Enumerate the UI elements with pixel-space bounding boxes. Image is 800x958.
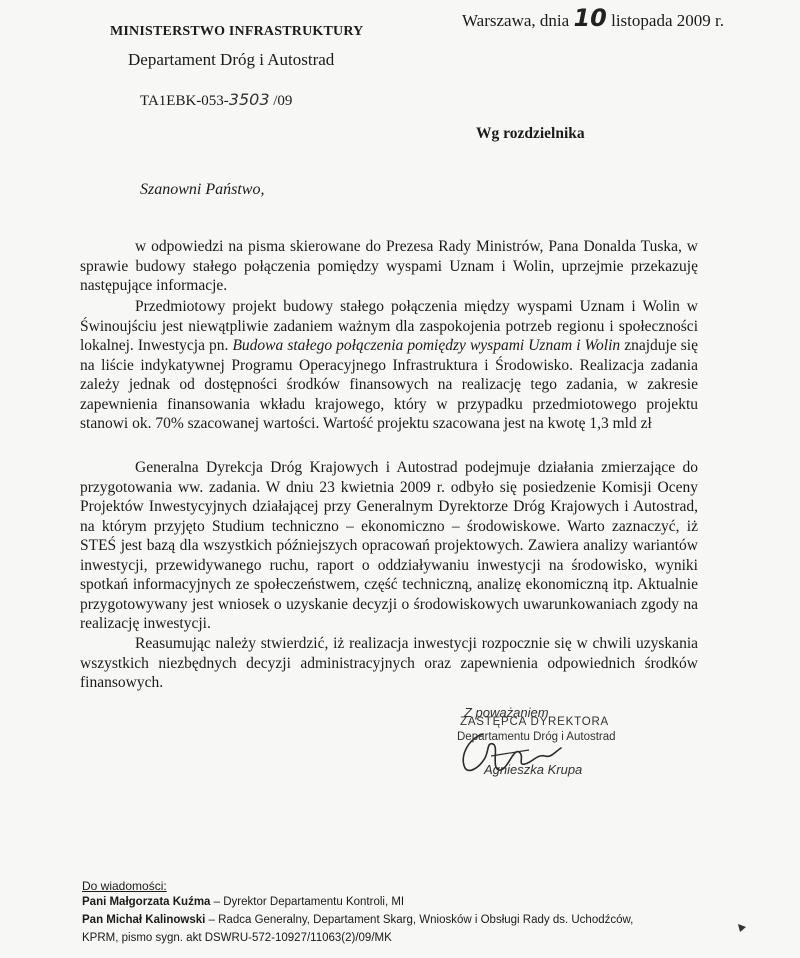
closing-regards: Z poważaniem <box>464 705 549 720</box>
cc-recipient-name: Pani Małgorzata Kuźma <box>82 896 211 908</box>
date-prefix: Warszawa, dnia <box>462 11 574 30</box>
reference-suffix: /09 <box>269 93 293 109</box>
signatory-title: ZASTĘPCA DYREKTORA <box>460 716 610 728</box>
letter-date <box>462 4 724 32</box>
cc-continuation: KPRM, pismo sygn. akt DSWRU-572-10927/11063(2)/09/MK <box>82 932 392 944</box>
reference-prefix: TA1EBK-053- <box>140 93 229 109</box>
paragraph-3 <box>80 458 698 634</box>
reference-number <box>140 90 292 110</box>
paragraph-3-text: Generalna Dyrekcja Dróg Krajowych i Autostrad podejmuje działania zmierzające do przygotowania ww. zadania. W dniu 23 kwietnia 2009 r. odbyło się posiedzenie Komisji Oceny Projektów Inwestycyjnych działającej przy Generalnym Dyrektorze Dróg Krajowych i Autostrad, na którym przyjęto Studium techniczno – ekonomiczno – środowiskowe. Warto zaznaczyć, iż STEŚ jest bazą dla wszystkich późniejszych opracowań projektowych. Zawiera analizy wariantów inwestycji, przewidywanego ruchu, raport o oddziaływaniu inwestycji na środowisko, wyniki spotkań informacyjnych ze społeczeństwem, część techniczną, analizę ekonomiczną itp. Aktualnie przygotowywany jest wniosek o uzyskanie decyzji o środowiskowych uwarunkowaniach zgody na realizację inwestycji. <box>80 459 698 632</box>
salutation: Szanowni Państwo, <box>140 181 265 198</box>
reference-handwritten-number: 3503 <box>228 90 270 109</box>
ministry-name: MINISTERSTWO INFRASTRUKTURY <box>110 24 364 39</box>
paragraph-2-text-b: znajduje się na liście indykatywnej Programu Operacyjnego Infrastruktura i Środowisko. Realizacja zadania zależy jednak od dostępności środków finansowych na realizację tego zadania, w zakresie zapewnienia finansowania wkładu krajowego, który w przypadku przedmiotowego projektu stanowi ok. 70% szacowanej wartości. Wartość projektu szacowana jest na kwotę 1,3 mld zł <box>80 337 698 432</box>
cc-recipient <box>82 914 633 926</box>
paragraph-4-text: Reasumując należy stwierdzić, iż realizacja inwestycji rozpocznie się w chwili uzyskania wszystkich niezbędnych decyzji administracyjnych oraz zapewnienia odpowiednich środków finansowych. <box>80 635 698 691</box>
cc-recipient-role: – Radca Generalny, Departament Skarg, Wniosków i Obsługi Rady ds. Uchodźców, <box>205 914 634 926</box>
cc-recipient-name: Pan Michał Kalinowski <box>82 914 206 926</box>
date-handwritten-day: 10 <box>573 4 607 32</box>
date-suffix: listopada 2009 r. <box>606 11 724 30</box>
department-name: Departament Dróg i Autostrad <box>128 50 335 69</box>
cc-recipient <box>82 896 404 908</box>
paragraph-2-text-a: Przedmiotowy projekt budowy stałego połączenia między wyspami Uznam i Wolin w Świnoujściu jest niewątpliwie zadaniem ważnym dla zaspokojenia potrzeb regionu i społeczności lokalnej. Inwestycja pn. <box>80 298 698 354</box>
signatory-department: Departamentu Dróg i Autostrad <box>457 731 616 743</box>
paragraph-4 <box>80 634 698 693</box>
project-name: Budowa stałego połączenia pomiędzy wyspami Uznam i Wolin <box>232 337 621 354</box>
addressee: Wg rozdzielnika <box>476 125 585 142</box>
paragraph-1-text: w odpowiedzi na pisma skierowane do Prezesa Rady Ministrów, Pana Donalda Tuska, w sprawie budowy stałego połączenia pomiędzy wyspami Uznam i Wolin, uprzejmie przekazuję następujące informacje. <box>80 238 698 294</box>
paragraph-2 <box>80 297 698 434</box>
cc-heading: Do wiadomości: <box>82 879 167 893</box>
scan-mark <box>738 924 746 932</box>
cc-recipient-role: – Dyrektor Departamentu Kontroli, MI <box>210 896 405 908</box>
signatory-name: Agnieszka Krupa <box>484 762 583 777</box>
paragraph-1 <box>80 237 698 296</box>
